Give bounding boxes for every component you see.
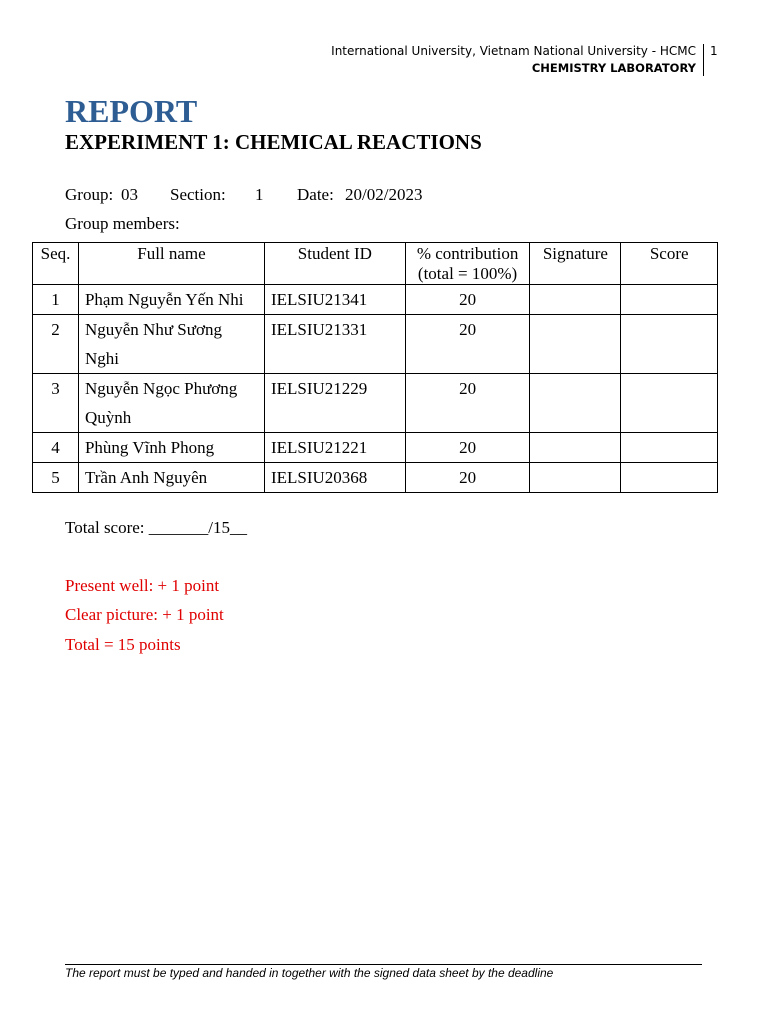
row-score[interactable] (621, 315, 718, 374)
row-seq: 4 (33, 433, 79, 463)
table-row (33, 374, 718, 433)
experiment-title: EXPERIMENT 1: CHEMICAL REACTIONS (65, 130, 482, 154)
row-seq: 2 (33, 315, 79, 374)
section-value: 1 (255, 185, 264, 204)
row-signature[interactable] (530, 463, 621, 493)
date-label: Date: (297, 185, 334, 204)
header-contribution-line1: % contribution (416, 244, 519, 263)
header-score: Score (621, 243, 718, 285)
header-full-name: Full name (78, 243, 264, 285)
header-signature: Signature (530, 243, 621, 285)
header-divider (703, 44, 704, 76)
footer-divider (65, 964, 702, 965)
footer-note: The report must be typed and handed in together with the signed data sheet by the deadline (65, 966, 554, 980)
row-student-id: IELSIU21221 (264, 433, 405, 463)
header-lab: CHEMISTRY LABORATORY (531, 61, 696, 75)
row-student-id: IELSIU21229 (264, 374, 405, 433)
row-full-name: Nguyễn Ngọc Phương Quỳnh (78, 374, 264, 433)
header-seq: Seq. (33, 243, 79, 285)
members-table (32, 242, 718, 493)
row-full-name: Phạm Nguyễn Yến Nhi (78, 285, 264, 315)
report-title: REPORT (65, 93, 198, 129)
row-full-name: Nguyễn Như Sương Nghi (78, 315, 264, 374)
table-row (33, 463, 718, 493)
row-score[interactable] (621, 374, 718, 433)
row-student-id: IELSIU21341 (264, 285, 405, 315)
row-seq: 5 (33, 463, 79, 493)
group-members-label: Group members: (65, 214, 180, 233)
note-total-points: Total = 15 points (65, 635, 181, 654)
page-number: 1 (710, 44, 718, 58)
row-contribution: 20 (405, 374, 530, 433)
row-seq: 1 (33, 285, 79, 315)
table-header-row (33, 243, 718, 285)
row-full-name: Trần Anh Nguyên (78, 463, 264, 493)
header-contribution-line2: (total = 100%) (417, 264, 518, 283)
row-signature[interactable] (530, 374, 621, 433)
row-student-id: IELSIU21331 (264, 315, 405, 374)
row-contribution: 20 (405, 463, 530, 493)
header-university: International University, Vietnam National University - HCMC (331, 44, 696, 58)
table-row (33, 315, 718, 374)
row-seq: 3 (33, 374, 79, 433)
header-contribution (405, 243, 530, 285)
row-score[interactable] (621, 463, 718, 493)
table-row (33, 433, 718, 463)
row-contribution: 20 (405, 285, 530, 315)
group-value: 03 (121, 185, 138, 204)
row-signature[interactable] (530, 315, 621, 374)
total-score: Total score: _______/15__ (65, 518, 248, 537)
section-label: Section: (170, 185, 226, 204)
row-score[interactable] (621, 433, 718, 463)
row-signature[interactable] (530, 433, 621, 463)
row-student-id: IELSIU20368 (264, 463, 405, 493)
row-contribution: 20 (405, 433, 530, 463)
row-score[interactable] (621, 285, 718, 315)
date-value: 20/02/2023 (345, 185, 423, 204)
table-row (33, 285, 718, 315)
header-student-id: Student ID (264, 243, 405, 285)
row-contribution: 20 (405, 315, 530, 374)
note-present-well: Present well: + 1 point (65, 576, 220, 595)
group-label: Group: (65, 185, 114, 204)
row-full-name: Phùng Vĩnh Phong (78, 433, 264, 463)
row-signature[interactable] (530, 285, 621, 315)
note-clear-picture: Clear picture: + 1 point (65, 605, 224, 624)
